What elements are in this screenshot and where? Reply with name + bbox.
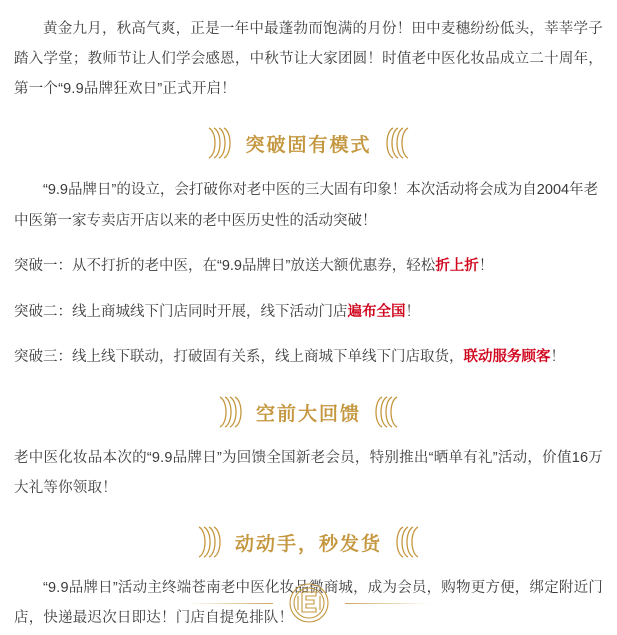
- ornament-right-icon: [392, 525, 424, 559]
- section-body-1: [14, 175, 603, 374]
- section-header-1: [14, 126, 603, 160]
- section-body-2: [14, 443, 603, 503]
- paragraph: [14, 443, 603, 503]
- ornament-right-icon: [382, 126, 414, 160]
- seal-ornament-icon: [285, 579, 333, 627]
- section-header-2: [14, 395, 603, 429]
- ornament-left-icon: [214, 395, 246, 429]
- section-title-2: 空前大回馈: [255, 403, 361, 425]
- highlight-run: 联动服务顾客: [463, 349, 551, 365]
- ornament-left-icon: [193, 525, 225, 559]
- section-title-1: 突破固有模式: [245, 134, 372, 156]
- paragraph: [14, 342, 603, 373]
- ornament-left-icon: [203, 126, 235, 160]
- paragraph: [14, 175, 603, 237]
- text-run: ！: [405, 303, 420, 320]
- intro-paragraph: 黄金九月，秋高气爽，正是一年中最蓬勃而饱满的月份！田中麦穗纷纷低头，莘莘学子踏入学堂；教师节让人们学会感恩，中秋节让大家团圆！时值老中医化妆品成立二十周年，第一个“9.9品牌狂欢日”正式开启！: [14, 21, 603, 97]
- text-run: 突破二：线上商城线下门店同时开展，线下活动门店: [14, 303, 348, 320]
- section-title-3: 动动手，秒发货: [234, 533, 382, 555]
- highlight-run: 遍布全国: [347, 303, 406, 320]
- divider-left: [187, 603, 273, 604]
- footer-ornament: [0, 579, 617, 627]
- text-run: ！: [478, 258, 494, 274]
- ornament-right-icon: [371, 395, 403, 429]
- paragraph: [14, 251, 603, 282]
- section-header-3: [14, 525, 603, 559]
- highlight-run: 折上折: [435, 258, 479, 274]
- divider-right: [345, 603, 431, 604]
- text-run: 突破三：线上线下联动，打破固有关系，线上商城下单线下门店取货，: [14, 349, 464, 365]
- text-run: “9.9品牌日”的设立，会打破你对老中医的三大固有印象！本次活动将会成为自2004年老中医第一家专卖店开店以来的老中医历史性的活动突破！: [14, 181, 599, 229]
- text-run: 突破一：从不打折的老中医，在“9.9品牌日”放送大额优惠券，轻松: [14, 258, 436, 274]
- text-run: ！: [550, 349, 565, 365]
- text-run: 老中医化妆品本次的“9.9品牌日”为回馈全国新老会员，特别推出“晒单有礼”活动，价值16万大礼等你领取！: [14, 450, 603, 496]
- text-run: “9.9品牌日”活动主终端苍南老中医化妆品微商城，成为会员，购物更方便，绑定附近门店，快递最迟次日即达！门店自提免排队！: [14, 580, 604, 626]
- paragraph: [14, 297, 603, 328]
